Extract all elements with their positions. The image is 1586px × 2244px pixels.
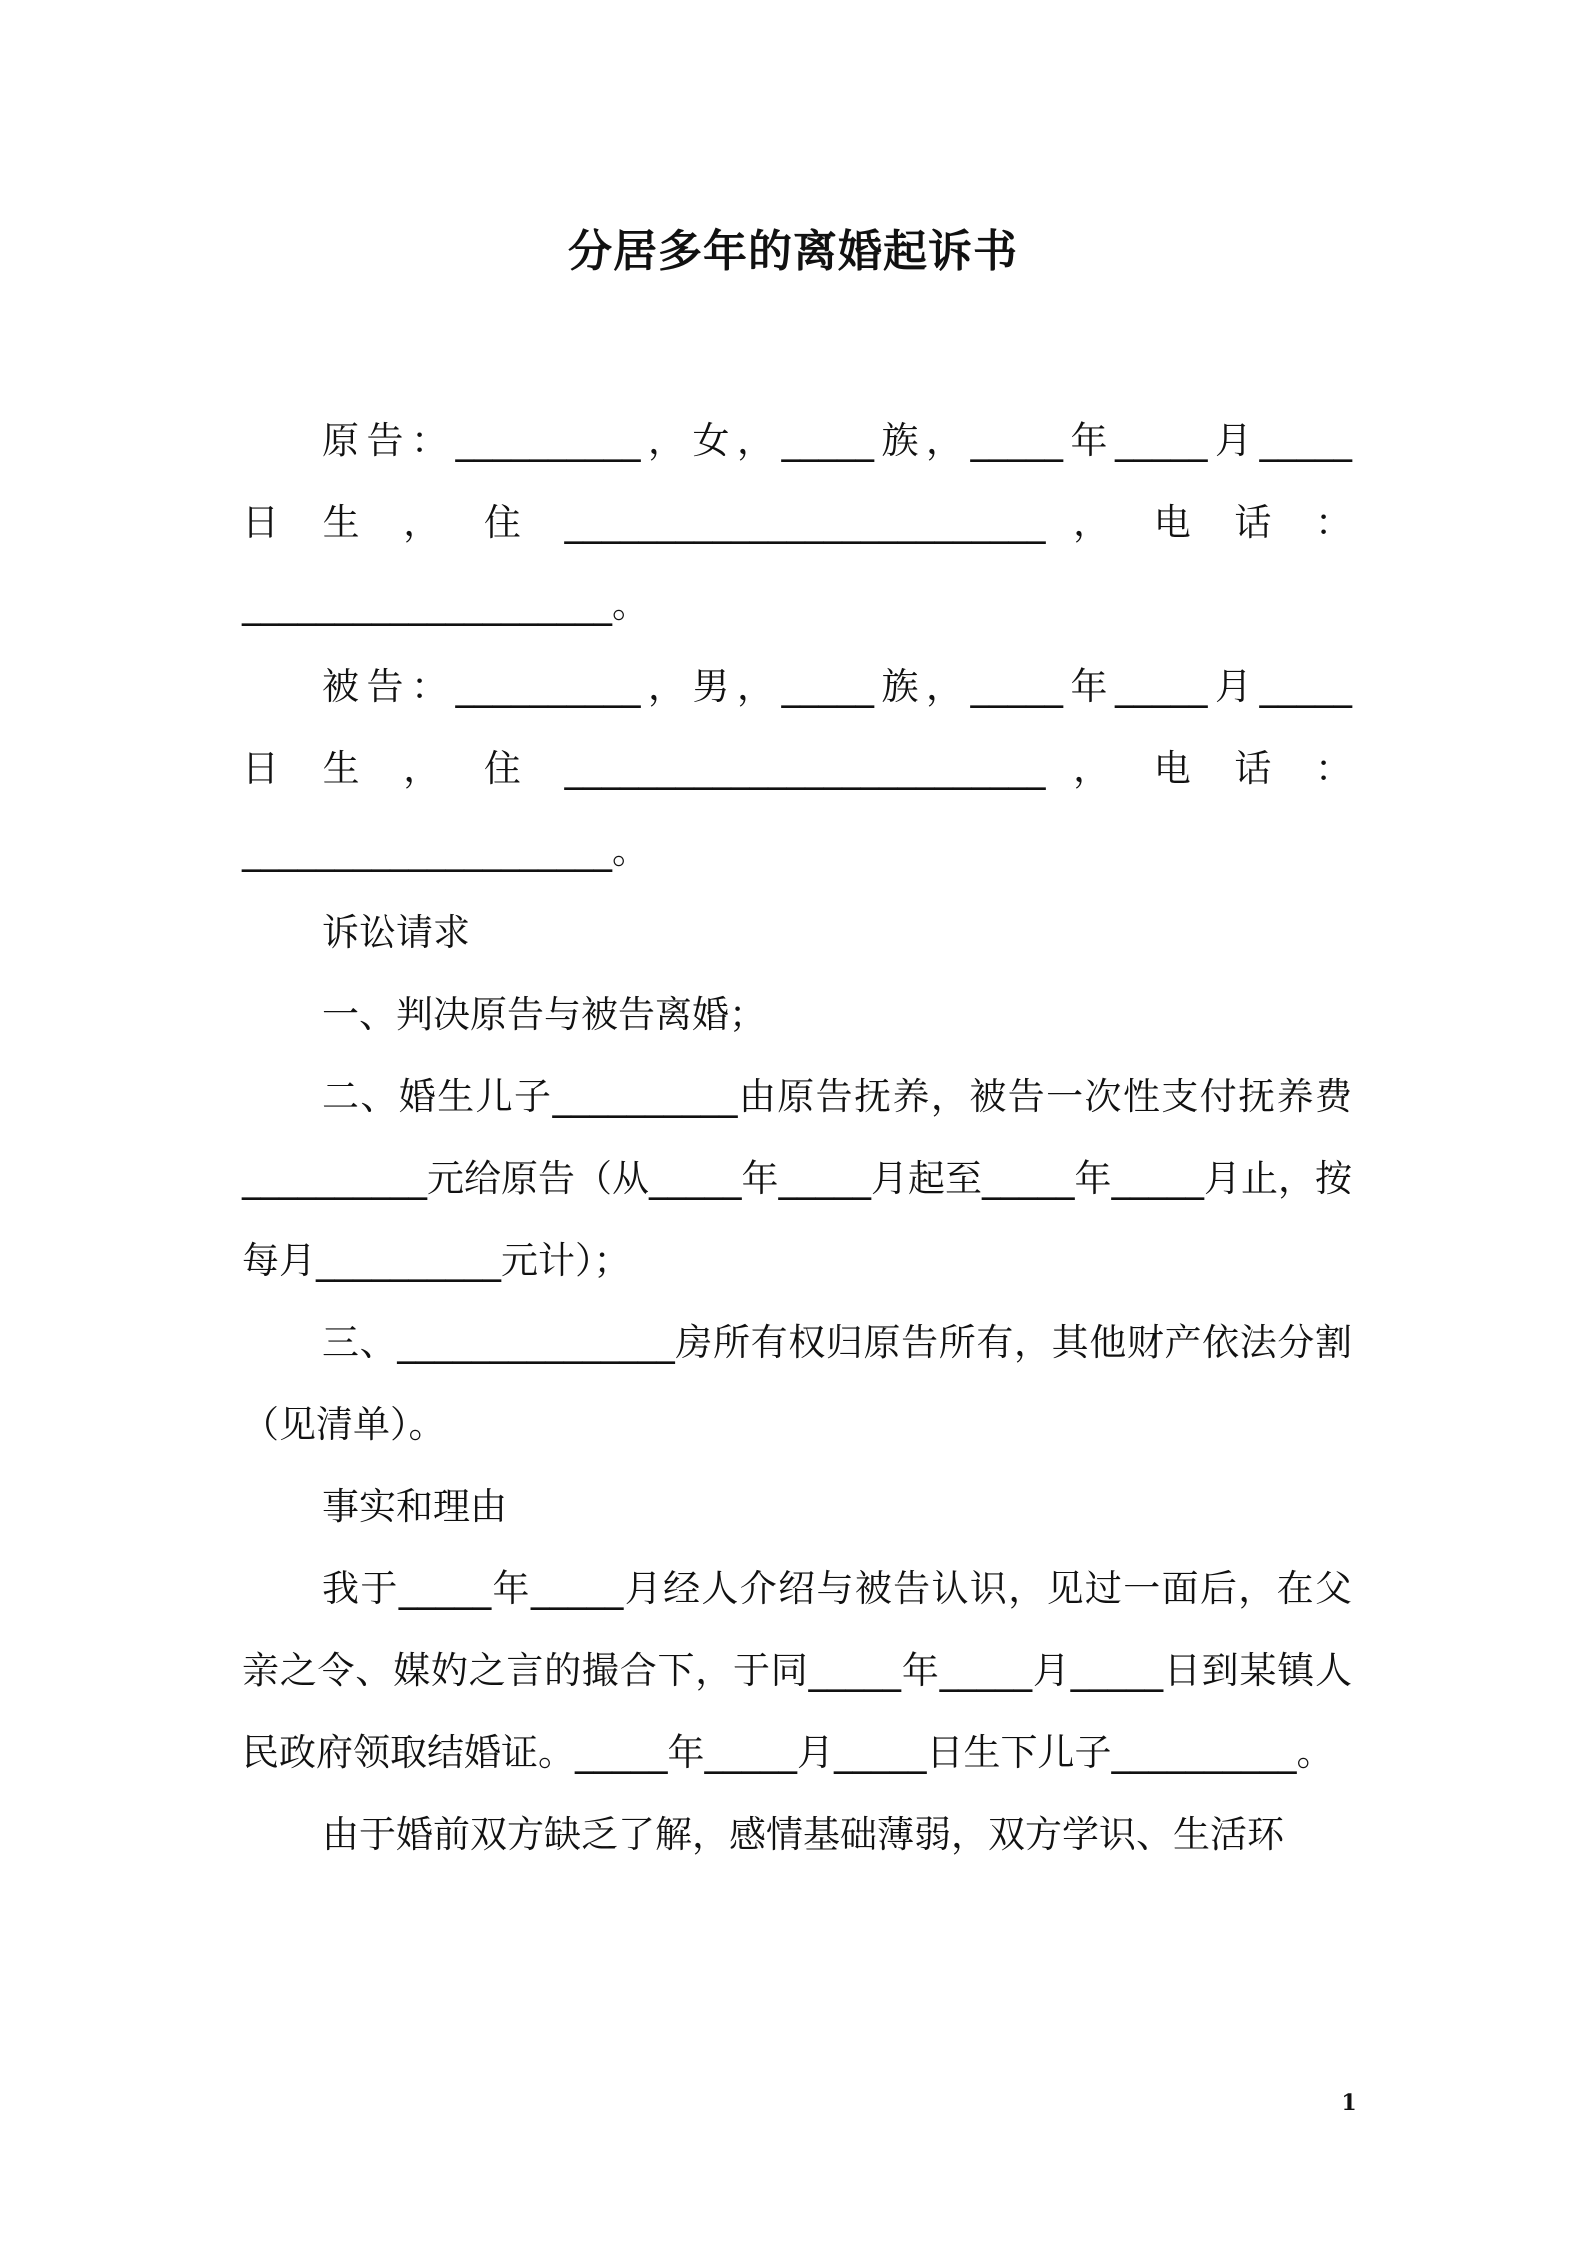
claim-item-2: 二、婚生儿子__________由原告抚养，被告一次性支付抚养费__________元给原告（从_____年_____月起至_____年_____月止，按每月__________元计）； <box>242 1075 1352 1282</box>
plaintiff-block <box>242 400 1352 646</box>
plaintiff-line-2: 日 生 ， 住 __________________________ ， 电 话 ： <box>242 501 1352 544</box>
claim-item-1: 一、判决原告与被告离婚； <box>322 993 766 1036</box>
plaintiff-line-3: ____________________。 <box>242 583 649 626</box>
claims-heading: 诉讼请求 <box>322 911 470 954</box>
defendant-line-3: ____________________。 <box>242 829 649 872</box>
facts-heading: 事实和理由 <box>322 1485 507 1528</box>
defendant-block <box>242 646 1352 892</box>
claim-item-3: 三、_______________房所有权归原告所有，其他财产依法分割（见清单）。 <box>242 1321 1352 1446</box>
document-body <box>242 400 1352 1876</box>
plaintiff-line-1: 原告：__________，女，_____族，_____年_____月_____ <box>322 419 1352 462</box>
facts-paragraph-2: 由于婚前双方缺乏了解，感情基础薄弱，双方学识、生活环 <box>322 1813 1284 1856</box>
document-title: 分居多年的离婚起诉书 <box>568 226 1018 277</box>
facts-paragraph-1: 我于_____年_____月经人介绍与被告认识，见过一面后，在父亲之令、媒妁之言的撮合下，于同_____年_____月_____日到某镇人民政府领取结婚证。_____年_____月_____日生下儿子__________。 <box>242 1567 1352 1774</box>
defendant-line-2: 日 生 ， 住 __________________________ ， 电 话 ： <box>242 747 1352 790</box>
defendant-line-1: 被告：__________，男，_____族，_____年_____月_____ <box>322 665 1352 708</box>
page-number: 1 <box>1341 2090 1357 2116</box>
